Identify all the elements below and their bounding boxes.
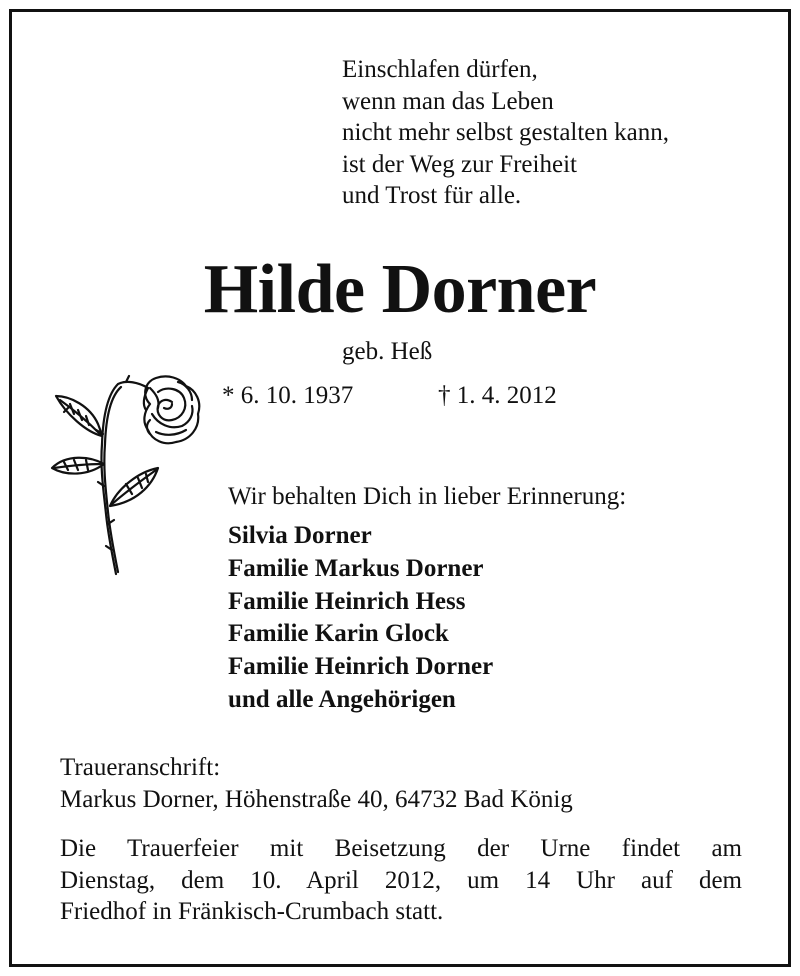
mourner-item: Familie Heinrich Hess [228,587,466,615]
address-value: Markus Dorner, Höhenstraße 40, 64732 Bad König [60,786,573,813]
mourning-address [60,752,573,816]
mourner-item: Familie Heinrich Dorner [228,653,494,681]
poem-line: ist der Weg zur Freiheit [342,150,577,178]
poem-line: Einschlafen dürfen, [342,56,538,83]
funeral-details [60,833,742,928]
mourner-item: und alle Angehörigen [228,685,456,713]
funeral-line: Friedhof in Fränkisch-Crumbach statt. [60,898,444,925]
birth-date: * 6. 10. 1937 [222,382,354,409]
address-label: Traueranschrift: [60,754,221,781]
maiden-name: geb. Heß [342,338,433,365]
funeral-line: Dienstag, dem 10. April 2012, um 14 Uhr auf dem [60,866,742,894]
rose-icon [46,374,216,580]
poem [342,54,669,212]
poem-line: und Trost für alle. [342,182,522,209]
mourner-item: Familie Markus Dorner [228,554,484,582]
deceased-name: Hilde Dorner [203,251,597,328]
mourners-list [228,520,493,717]
death-date: † 1. 4. 2012 [438,382,557,409]
mourner-item: Silvia Dorner [228,522,372,549]
remembrance-heading: Wir behalten Dich in lieber Erinnerung: [228,483,627,510]
poem-line: nicht mehr selbst gestalten kann, [342,119,670,146]
poem-line: wenn man das Leben [342,87,554,115]
mourner-item: Familie Karin Glock [228,620,449,648]
funeral-line: Die Trauerfeier mit Beisetzung der Urne findet am [60,835,742,862]
